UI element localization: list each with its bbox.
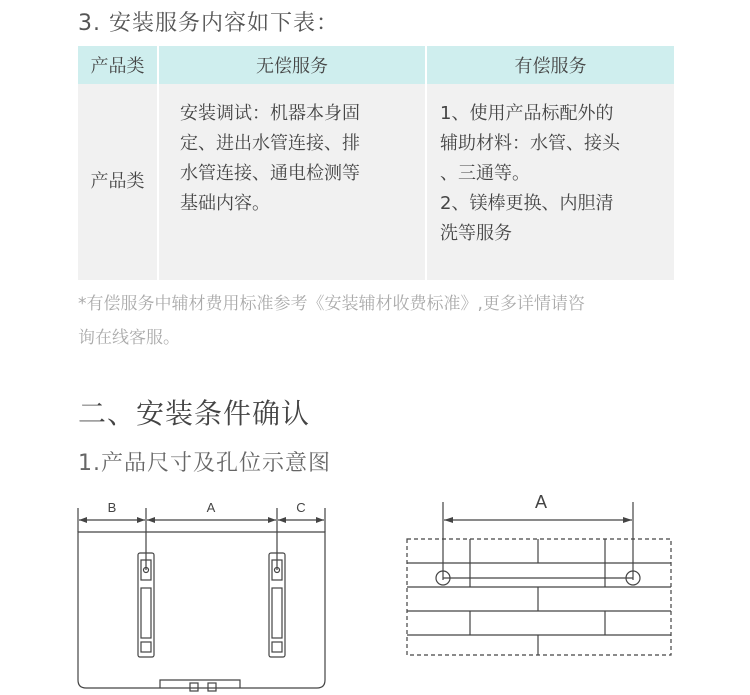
service-table-header-row [78, 46, 674, 84]
row-category-cell: 产品类 [78, 84, 158, 280]
dimension-diagram [0, 480, 750, 695]
free-line: 定、进出水管连接、排 [180, 133, 360, 154]
paid-line: 洗等服务 [440, 223, 512, 244]
header-free-service: 无偿服务 [158, 46, 426, 84]
fee-note-line: 询在线客服。 [78, 328, 180, 348]
service-table [78, 46, 674, 280]
service-section-title: 3. 安装服务内容如下表： [78, 11, 339, 36]
dimension-label-a: A [206, 500, 216, 515]
dimension-label-a-wall: A [534, 492, 548, 512]
free-line: 水管连接、通电检测等 [180, 163, 360, 184]
free-service-cell [158, 84, 426, 280]
paid-line: 2、镁棒更换、内胆清 [440, 193, 614, 214]
free-line: 基础内容。 [180, 193, 270, 214]
fee-note [78, 287, 678, 355]
service-table-row [78, 84, 674, 280]
install-heading: 二、安装条件确认 [78, 397, 311, 430]
header-paid-service: 有偿服务 [426, 46, 674, 84]
paid-line: 辅助材料：水管、接头 [440, 133, 620, 154]
install-subheading: 1.产品尺寸及孔位示意图 [78, 451, 331, 476]
dimension-label-b: B [107, 500, 117, 515]
paid-line: 、三通等。 [440, 163, 530, 184]
paid-service-cell [426, 84, 674, 280]
fee-note-line: *有偿服务中辅材费用标准参考《安装辅材收费标准》,更多详情请咨 [78, 294, 585, 314]
free-line: 安装调试：机器本身固 [180, 103, 360, 124]
heater-front-view [78, 508, 325, 691]
dimension-label-c: C [296, 500, 306, 515]
header-category: 产品类 [78, 46, 158, 84]
wall-hole-view [407, 502, 671, 655]
paid-line: 1、使用产品标配外的 [440, 103, 614, 124]
